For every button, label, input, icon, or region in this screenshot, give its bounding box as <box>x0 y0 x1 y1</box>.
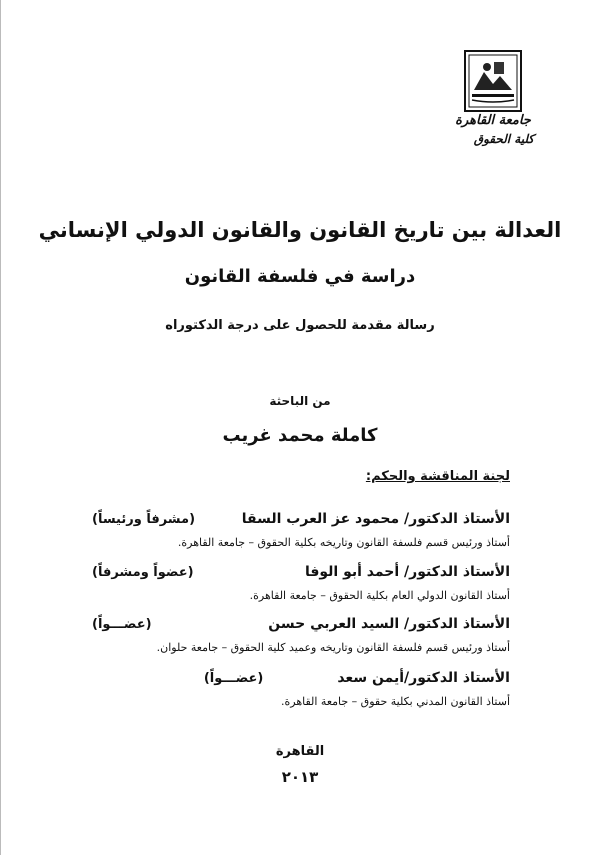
member-description: أستاذ القانون المدني بكلية حقوق – جامعة القاهرة. <box>280 695 510 708</box>
member-description: أستاذ القانون الدولي العام بكلية الحقوق – جامعة القاهرة. <box>249 589 510 602</box>
university-logo-block <box>438 50 548 146</box>
member-role: (عضـــواً) <box>203 671 264 686</box>
committee-member <box>92 670 510 708</box>
member-description: أستاذ ورئيس قسم فلسفة القانون وتاريخه وعميد كلية الحقوق – جامعة حلوان. <box>156 641 510 654</box>
university-name: جامعة القاهرة <box>455 113 531 128</box>
member-role: (عضواً ومشرفاً) <box>92 565 194 580</box>
member-name: الأستاذ الدكتور/ أحمد أبو الوفا <box>304 564 510 580</box>
committee-member <box>92 616 510 654</box>
committee-heading: لجنة المناقشة والحكم: <box>365 469 510 484</box>
researcher-name: كاملة محمد غريب <box>222 425 378 446</box>
faculty-name: كلية الحقوق <box>473 132 534 146</box>
member-role: (مشرفاً ورئيساً) <box>92 512 196 527</box>
member-name: الأستاذ الدكتور/ محمود عز العرب السقا <box>241 511 510 527</box>
city-label: القاهرة <box>275 744 325 759</box>
committee-member <box>92 564 510 602</box>
thesis-purpose: رسالة مقدمة للحصول على درجة الدكتوراه <box>165 318 435 333</box>
year-label: ٢٠١٣ <box>281 768 319 786</box>
member-name: الأستاذ الدكتور/أيمن سعد <box>337 670 510 686</box>
member-description: أستاذ ورئيس قسم فلسفة القانون وتاريخه بكلية الحقوق – جامعة القاهرة. <box>177 536 510 549</box>
researcher-label: من الباحثة <box>269 394 331 408</box>
thesis-title: العدالة بين تاريخ القانون والقانون الدولي الإنساني <box>38 218 562 242</box>
university-emblem-icon <box>464 50 522 112</box>
member-name: الأستاذ الدكتور/ السيد العربي حسن <box>268 616 510 632</box>
thesis-subtitle: دراسة في فلسفة القانون <box>184 266 416 287</box>
committee-member <box>92 511 510 549</box>
member-role: (عضـــواً) <box>92 617 152 632</box>
